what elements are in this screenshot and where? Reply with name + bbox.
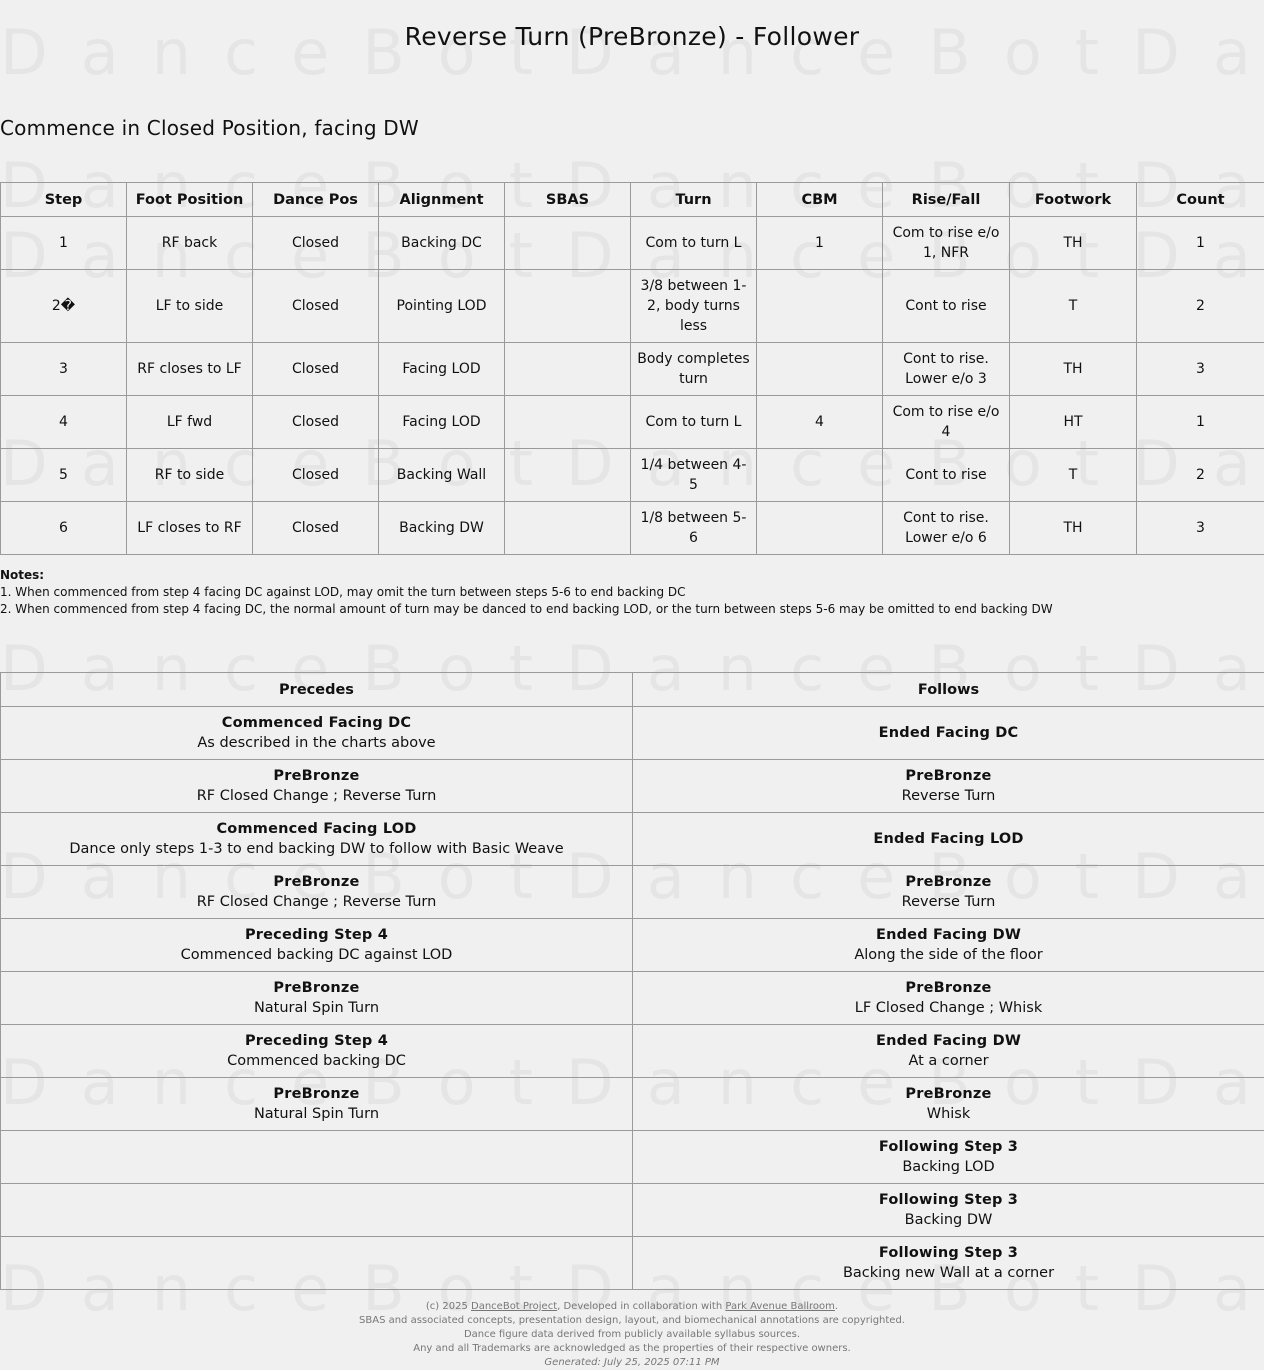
figure-description: Commenced backing DC against LOD: [5, 945, 628, 965]
steps-cell: 1: [1137, 217, 1264, 270]
steps-cell: LF closes to RF: [127, 502, 253, 555]
relations-row: [1, 972, 1264, 1025]
footer-text: .: [835, 1301, 838, 1312]
follows-cell: [633, 919, 1264, 972]
steps-cell: [505, 449, 631, 502]
follows-cell: [633, 1237, 1264, 1290]
figure-description: Reverse Turn: [637, 892, 1260, 912]
figure-description: Backing new Wall at a corner: [637, 1263, 1260, 1283]
steps-cell: Cont to rise. Lower e/o 6: [883, 502, 1010, 555]
steps-header-cell: Turn: [631, 183, 757, 217]
follows-cell: [633, 813, 1264, 866]
figure-description: Natural Spin Turn: [5, 998, 628, 1018]
figure-group-title: Preceding Step 4: [5, 925, 628, 945]
figure-group-title: PreBronze: [5, 766, 628, 786]
steps-cell: [505, 396, 631, 449]
figure-description: RF Closed Change ; Reverse Turn: [5, 786, 628, 806]
steps-cell: [505, 217, 631, 270]
precedes-cell: [1, 1131, 633, 1184]
park-avenue-ballroom-link[interactable]: Park Avenue Ballroom: [725, 1301, 835, 1312]
steps-cell: Com to turn L: [631, 217, 757, 270]
steps-cell: HT: [1010, 396, 1137, 449]
notes-label: Notes:: [0, 568, 44, 582]
steps-cell: 4: [757, 396, 883, 449]
relations-row: [1, 1131, 1264, 1184]
steps-row: [1, 396, 1264, 449]
steps-cell: TH: [1010, 343, 1137, 396]
steps-cell: T: [1010, 449, 1137, 502]
precedes-header: Precedes: [1, 673, 633, 707]
steps-cell: 4: [1, 396, 127, 449]
steps-cell: 5: [1, 449, 127, 502]
follows-cell: [633, 707, 1264, 760]
relations-row: [1, 866, 1264, 919]
relations-row: [1, 760, 1264, 813]
figure-group-title: PreBronze: [5, 978, 628, 998]
steps-cell: RF closes to LF: [127, 343, 253, 396]
steps-cell: Closed: [253, 449, 379, 502]
steps-cell: Com to turn L: [631, 396, 757, 449]
figure-description: Commenced backing DC: [5, 1051, 628, 1071]
commence-position: Commence in Closed Position, facing DW: [0, 116, 419, 140]
steps-row: [1, 343, 1264, 396]
steps-table: [0, 182, 1264, 555]
steps-cell: LF to side: [127, 270, 253, 343]
steps-cell: Cont to rise: [883, 270, 1010, 343]
precedes-cell: [1, 866, 633, 919]
steps-cell: 3: [1, 343, 127, 396]
relations-header-row: [1, 673, 1264, 707]
relations-body: [1, 707, 1264, 1290]
footer-source-note: Dance figure data derived from publicly available syllabus sources.: [0, 1328, 1264, 1342]
precedes-cell: [1, 813, 633, 866]
footer-text: (c) 2025: [426, 1301, 471, 1312]
dancebot-project-link[interactable]: DanceBot Project: [471, 1301, 557, 1312]
steps-cell: Closed: [253, 396, 379, 449]
precedes-cell: [1, 760, 633, 813]
precedes-cell: [1, 972, 633, 1025]
precedes-cell: [1, 1025, 633, 1078]
steps-cell: 1: [757, 217, 883, 270]
follows-cell: [633, 1078, 1264, 1131]
steps-cell: 1/8 between 5-6: [631, 502, 757, 555]
steps-cell: 2: [1137, 449, 1264, 502]
relations-row: [1, 1184, 1264, 1237]
steps-header-row: [1, 183, 1264, 217]
steps-header-cell: Footwork: [1010, 183, 1137, 217]
figure-description: As described in the charts above: [5, 733, 628, 753]
follows-cell: [633, 1025, 1264, 1078]
figure-group-title: PreBronze: [5, 872, 628, 892]
steps-cell: Facing LOD: [379, 396, 505, 449]
figure-group-title: Commenced Facing DC: [5, 713, 628, 733]
steps-cell: RF to side: [127, 449, 253, 502]
steps-cell: [757, 449, 883, 502]
precedes-cell: [1, 707, 633, 760]
follows-cell: [633, 972, 1264, 1025]
steps-cell: 6: [1, 502, 127, 555]
footer-copyright-note: SBAS and associated concepts, presentation design, layout, and biomechanical annotations are copyrighted.: [0, 1314, 1264, 1328]
figure-group-title: Following Step 3: [637, 1190, 1260, 1210]
follows-cell: [633, 1184, 1264, 1237]
follows-cell: [633, 866, 1264, 919]
relations-row: [1, 1078, 1264, 1131]
figure-description: LF Closed Change ; Whisk: [637, 998, 1260, 1018]
note-item: 2. When commenced from step 4 facing DC, the normal amount of turn may be danced to end backing LOD, or the turn between steps 5-6 may be omitted to end backing DW: [0, 602, 1053, 616]
steps-cell: Cont to rise: [883, 449, 1010, 502]
steps-cell: TH: [1010, 217, 1137, 270]
steps-header-cell: Dance Pos: [253, 183, 379, 217]
steps-cell: [757, 270, 883, 343]
steps-header-cell: CBM: [757, 183, 883, 217]
steps-cell: 3: [1137, 502, 1264, 555]
figure-group-title: Preceding Step 4: [5, 1031, 628, 1051]
steps-cell: [757, 502, 883, 555]
steps-cell: Backing DC: [379, 217, 505, 270]
relations-row: [1, 813, 1264, 866]
figure-group-title: Following Step 3: [637, 1137, 1260, 1157]
figure-description: Dance only steps 1-3 to end backing DW to follow with Basic Weave: [5, 839, 628, 859]
steps-cell: T: [1010, 270, 1137, 343]
figure-description: RF Closed Change ; Reverse Turn: [5, 892, 628, 912]
steps-row: [1, 270, 1264, 343]
footer: [0, 1300, 1264, 1370]
figure-group-title: Commenced Facing LOD: [5, 819, 628, 839]
steps-cell: Com to rise e/o 4: [883, 396, 1010, 449]
steps-header-cell: Rise/Fall: [883, 183, 1010, 217]
steps-header-cell: Step: [1, 183, 127, 217]
figure-group-title: Ended Facing DW: [637, 1031, 1260, 1051]
footer-generated: Generated: July 25, 2025 07:11 PM: [0, 1356, 1264, 1370]
precedes-cell: [1, 1078, 633, 1131]
steps-cell: Closed: [253, 502, 379, 555]
figure-description: Whisk: [637, 1104, 1260, 1124]
steps-cell: 3: [1137, 343, 1264, 396]
relations-table: [0, 672, 1264, 1290]
figure-group-title: PreBronze: [637, 766, 1260, 786]
steps-row: [1, 217, 1264, 270]
steps-cell: Backing DW: [379, 502, 505, 555]
relations-row: [1, 1237, 1264, 1290]
footer-copyright: [0, 1300, 1264, 1314]
figure-group-title: PreBronze: [637, 1084, 1260, 1104]
steps-header-cell: SBAS: [505, 183, 631, 217]
steps-cell: 1/4 between 4-5: [631, 449, 757, 502]
follows-cell: [633, 1131, 1264, 1184]
precedes-cell: [1, 1237, 633, 1290]
steps-cell: Closed: [253, 343, 379, 396]
steps-cell: Closed: [253, 270, 379, 343]
steps-cell: Pointing LOD: [379, 270, 505, 343]
notes: [0, 567, 1053, 618]
figure-description: Backing DW: [637, 1210, 1260, 1230]
steps-cell: Facing LOD: [379, 343, 505, 396]
figure-group-title: Ended Facing DC: [637, 723, 1260, 743]
figure-group-title: PreBronze: [5, 1084, 628, 1104]
steps-cell: LF fwd: [127, 396, 253, 449]
figure-group-title: Ended Facing LOD: [637, 829, 1260, 849]
steps-cell: Closed: [253, 217, 379, 270]
relations-row: [1, 919, 1264, 972]
footer-text: , Developed in collaboration with: [557, 1301, 725, 1312]
steps-header-cell: Count: [1137, 183, 1264, 217]
steps-cell: Backing Wall: [379, 449, 505, 502]
steps-header-cell: Alignment: [379, 183, 505, 217]
figure-description: Reverse Turn: [637, 786, 1260, 806]
steps-row: [1, 449, 1264, 502]
steps-cell: [757, 343, 883, 396]
precedes-cell: [1, 1184, 633, 1237]
figure-group-title: PreBronze: [637, 872, 1260, 892]
steps-cell: Body completes turn: [631, 343, 757, 396]
footer-trademark-note: Any and all Trademarks are acknowledged as the properties of their respective owners.: [0, 1342, 1264, 1356]
relations-row: [1, 1025, 1264, 1078]
figure-description: At a corner: [637, 1051, 1260, 1071]
note-item: 1. When commenced from step 4 facing DC against LOD, may omit the turn between steps 5-6 to end backing DC: [0, 585, 686, 599]
figure-description: Backing LOD: [637, 1157, 1260, 1177]
steps-cell: 2�: [1, 270, 127, 343]
steps-cell: TH: [1010, 502, 1137, 555]
relations-row: [1, 707, 1264, 760]
follows-header: Follows: [633, 673, 1264, 707]
steps-cell: 2: [1137, 270, 1264, 343]
steps-header-cell: Foot Position: [127, 183, 253, 217]
steps-cell: 3/8 between 1-2, body turns less: [631, 270, 757, 343]
steps-cell: RF back: [127, 217, 253, 270]
figure-group-title: Ended Facing DW: [637, 925, 1260, 945]
steps-cell: 1: [1137, 396, 1264, 449]
steps-cell: 1: [1, 217, 127, 270]
steps-row: [1, 502, 1264, 555]
steps-cell: [505, 502, 631, 555]
follows-cell: [633, 760, 1264, 813]
figure-group-title: PreBronze: [637, 978, 1260, 998]
figure-description: Natural Spin Turn: [5, 1104, 628, 1124]
steps-cell: [505, 343, 631, 396]
figure-description: Along the side of the floor: [637, 945, 1260, 965]
page-title: Reverse Turn (PreBronze) - Follower: [0, 22, 1264, 51]
steps-cell: Cont to rise. Lower e/o 3: [883, 343, 1010, 396]
steps-cell: Com to rise e/o 1, NFR: [883, 217, 1010, 270]
steps-cell: [505, 270, 631, 343]
figure-group-title: Following Step 3: [637, 1243, 1260, 1263]
precedes-cell: [1, 919, 633, 972]
steps-body: [1, 217, 1264, 555]
